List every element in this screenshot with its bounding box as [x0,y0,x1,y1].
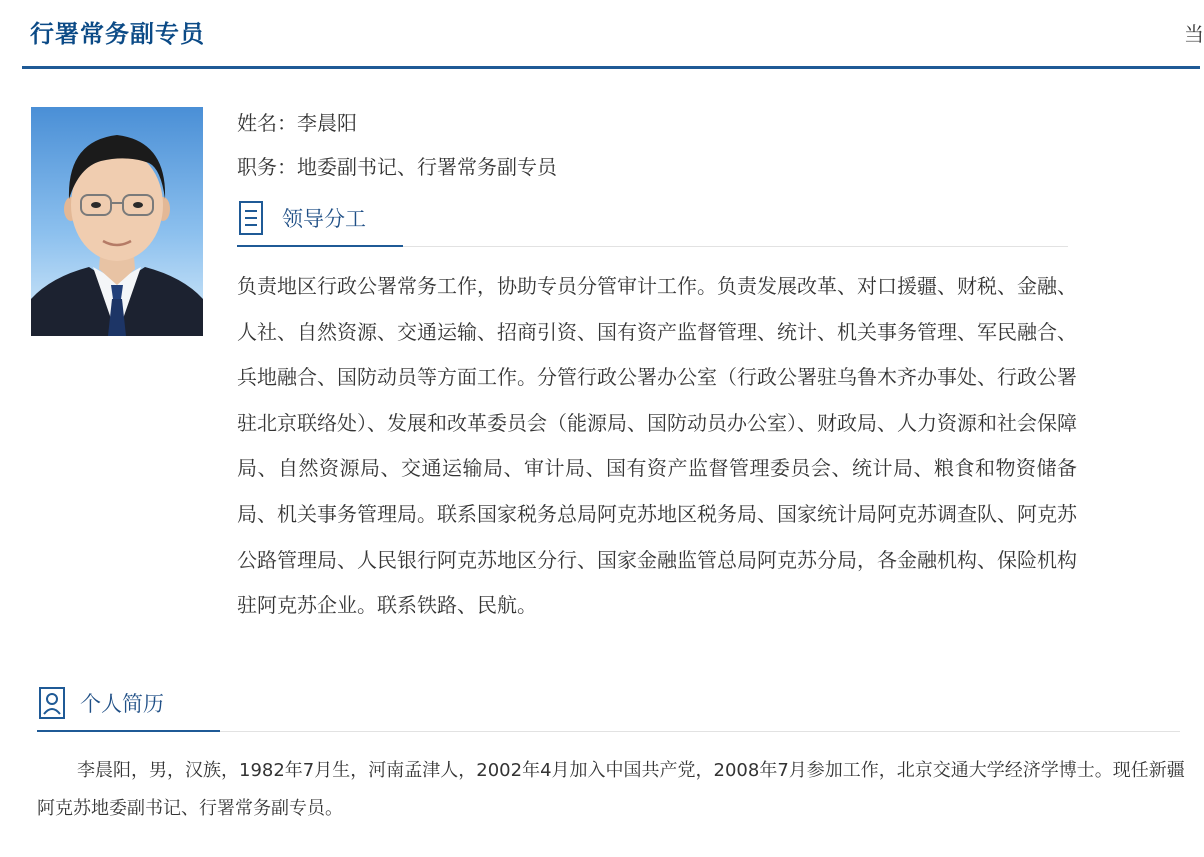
bio-title-underline [37,730,220,732]
name-value: 李晨阳 [297,111,357,135]
name-row [237,109,357,137]
portrait-photo [31,107,203,336]
bio-divider [220,731,1180,732]
duties-text: 负责地区行政公署常务工作，协助专员分管审计工作。负责发展改革、对口援疆、财税、金融、人社、自然资源、交通运输、招商引资、国有资产监督管理、统计、机关事务管理、军民融合、兵地融合、国防动员等方面工作。分管行政公署办公室（行政公署驻乌鲁木齐办事处、行政公署驻北京联络处）、发展和改革委员会（能源局、国防动员办公室）、财政局、人力资源和社会保障局、自然资源局、交通运输局、审计局、国有资产监督管理委员会、统计局、粮食和物资储备局、机关事务管理局。联系国家税务总局阿克苏地区税务局、国家统计局阿克苏调查队、阿克苏公路管理局、人民银行阿克苏地区分行、国家金融监管总局阿克苏分局，各金融机构、保险机构驻阿克苏企业。联系铁路、民航。 [237,274,1077,618]
bio-section-title: 个人简历 [80,692,164,716]
page-title: 行署常务副专员 [30,20,205,48]
person-card-icon [38,686,66,724]
duties-section-title: 领导分工 [282,207,366,231]
post-value: 地委副书记、行署常务副专员 [297,155,557,179]
document-icon [238,200,264,240]
duties-title-underline [237,245,403,247]
page-header [0,0,1204,70]
duties-divider [403,246,1068,247]
header-right-text[interactable]: 当 [1184,22,1204,46]
name-label: 姓名： [237,111,297,135]
post-label: 职务： [237,155,297,179]
header-divider [22,66,1200,69]
post-row [237,153,557,181]
bio-text: 李晨阳，男，汉族，1982年7月生，河南孟津人，2002年4月加入中国共产党，2008年7月参加工作，北京交通大学经济学博士。现任新疆阿克苏地委副书记、行署常务副专员。 [37,760,1185,819]
